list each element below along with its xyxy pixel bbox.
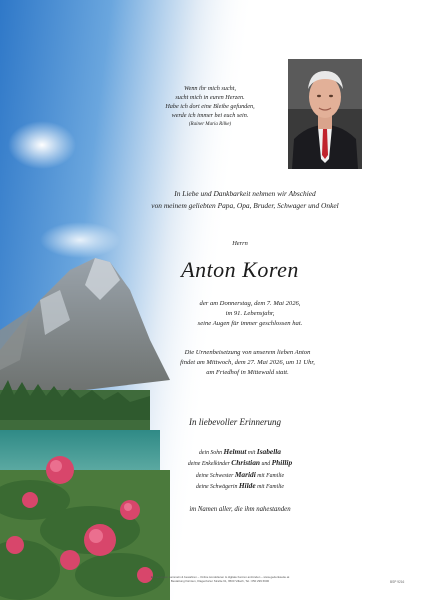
- portrait-photo: [288, 59, 362, 169]
- poem-line: werde ich immer bei euch sein.: [171, 112, 249, 119]
- relation-text: und: [260, 461, 272, 468]
- family-line: [145, 447, 335, 458]
- poem-line: sucht mich in euren Herzen.: [175, 94, 245, 101]
- family-list: [145, 447, 335, 493]
- relation-text: mit: [246, 450, 257, 456]
- farewell-intro: [100, 188, 390, 211]
- funeral-notice: [130, 348, 365, 378]
- family-member-name: Maridi: [234, 469, 256, 479]
- relation-text: deine Schwester: [195, 472, 235, 479]
- salutation: Herrn: [232, 240, 248, 247]
- relation-text: mit Familie: [255, 472, 285, 479]
- document-code: BSP 9216: [390, 580, 405, 584]
- family-line: [145, 458, 335, 469]
- footer-line: Bestattung Kärnten, Klagenfurter Straße 61, 9500 Villach, Tel.: 050 299 6600: [170, 579, 270, 583]
- poem-line: Wenn ihr mich sucht,: [183, 85, 236, 92]
- deceased-name: Anton Koren: [181, 257, 299, 282]
- death-line: seine Augen für immer geschlossen hat.: [197, 320, 303, 327]
- funeral-line: Die Urnenbeisetzung von unserem lieben Anton: [184, 349, 311, 356]
- poem-line: Habe ich dort eine Bleibe gefunden,: [165, 103, 255, 110]
- relation-text: deine Schwägerin: [195, 484, 239, 491]
- family-member-name: Isabella: [256, 447, 282, 456]
- intro-line: In Liebe und Dankbarkeit nehmen wir Abschied: [174, 189, 316, 198]
- closing-line: im Namen aller, die ihm nahestanden: [189, 506, 291, 513]
- poem-author: (Rainer Maria Rilke): [188, 122, 232, 127]
- poem: [130, 84, 290, 129]
- family-member-name: Phillip: [271, 458, 293, 468]
- family-member-name: Christian: [231, 458, 261, 468]
- funeral-line: findet am Mittwoch, dem 27. Mai 2026, um 11 Uhr,: [180, 359, 315, 366]
- footer: [110, 575, 330, 583]
- funeral-line: am Friedhof in Mittewald statt.: [206, 369, 289, 376]
- portrait-image: [288, 59, 362, 169]
- family-member-name: Helmut: [223, 447, 247, 456]
- relation-text: mit Familie: [255, 484, 284, 491]
- death-notice: [150, 299, 350, 329]
- family-member-name: Hilde: [238, 481, 256, 491]
- relation-text: dein Sohn: [198, 450, 224, 456]
- death-line: im 91. Lebensjahr,: [225, 310, 275, 317]
- intro-line: von meinem geliebten Papa, Opa, Bruder, Schwager und Onkel: [151, 200, 339, 210]
- footer-line: Erinnerungen sammeln & bewahren – Online kondolieren & digitale Kerzen anzünden – www.gedenkseite.at: [150, 575, 290, 579]
- relation-text: deine Enkelkinder: [187, 461, 232, 468]
- memory-heading: In liebevoller Erinnerung: [189, 417, 281, 427]
- death-line: der am Donnerstag, dem 7. Mai 2026,: [199, 300, 301, 307]
- family-line: [145, 470, 335, 481]
- family-line: [145, 481, 335, 492]
